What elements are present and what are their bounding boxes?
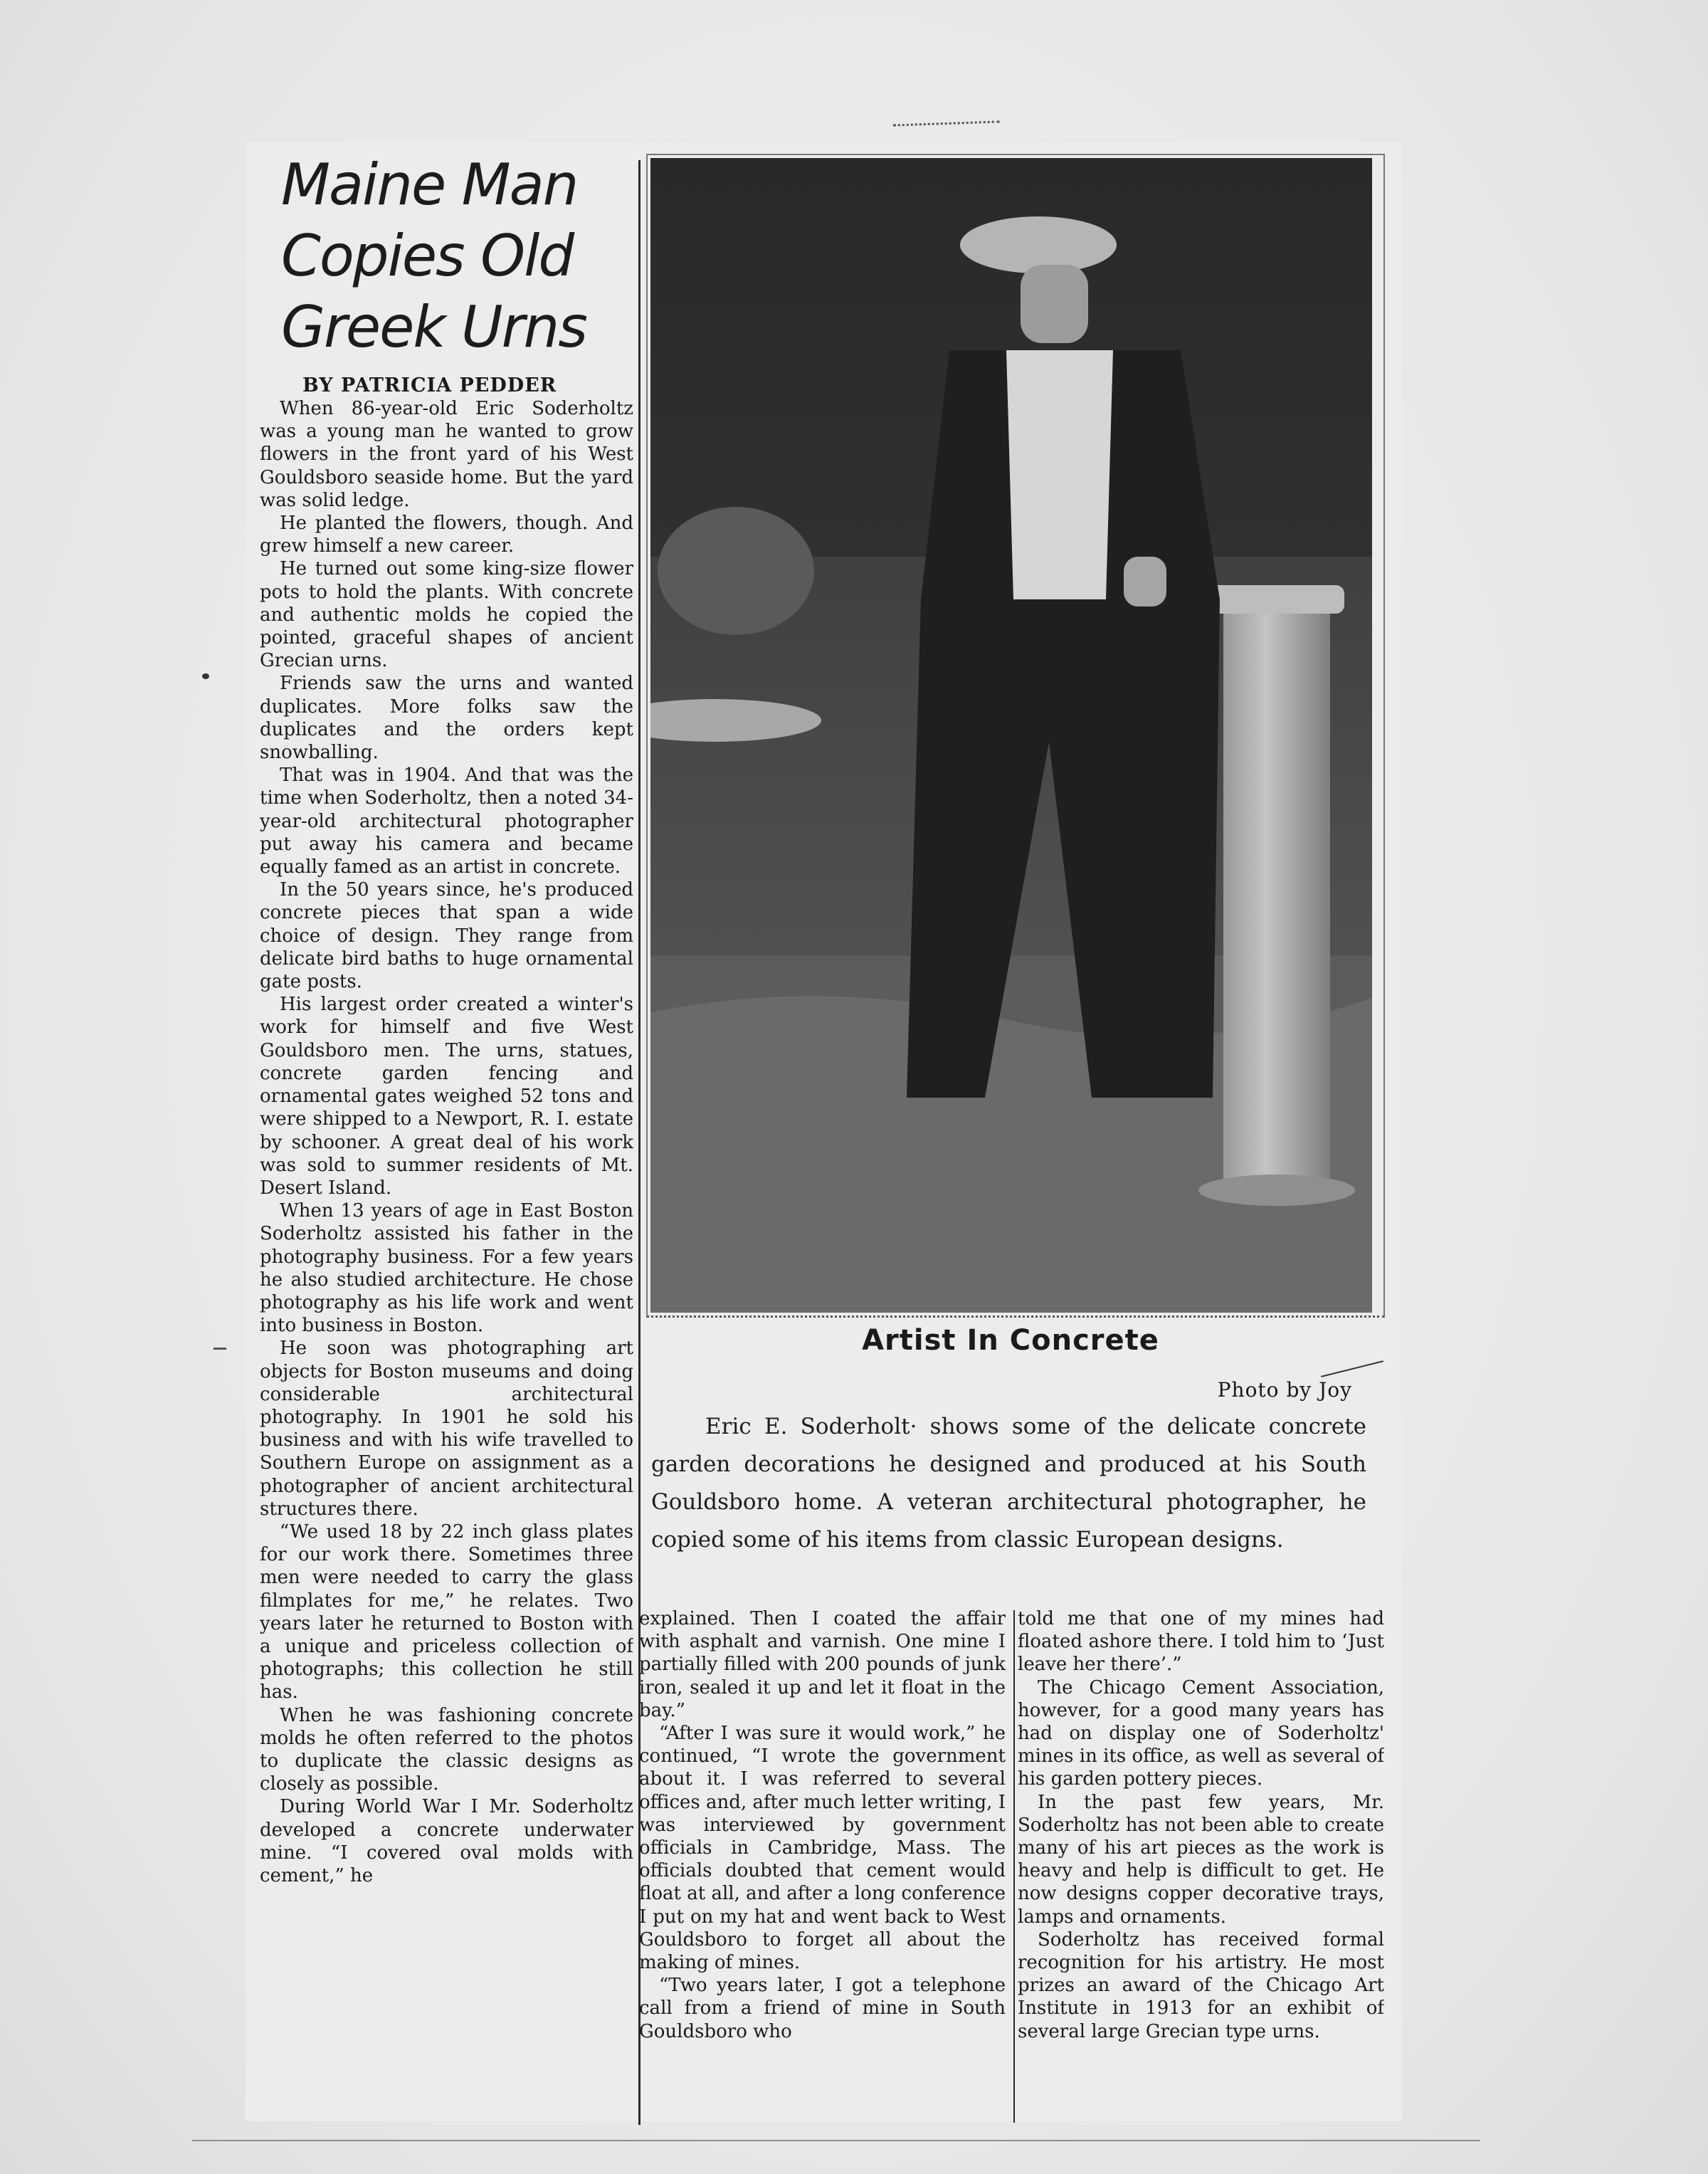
photo-artist-with-column xyxy=(650,158,1372,1313)
article-column-1 xyxy=(260,397,633,2127)
paragraph: When 86-year-old Eric Soderholtz was a young man he wanted to grow flowers in the front yard of his West Gouldsboro seaside home. But the yard was solid ledge. xyxy=(260,398,633,511)
paragraph: told me that one of my mines had floated ashore there. I told him to ‘Just leave her there’.” xyxy=(1018,1608,1384,1676)
paragraph: “After I was sure it would work,” he continued, “I wrote the government about it. I was referred to several offices and, after much letter writing, I was interviewed by government officials in Cambridge, Mass. The officials doubted that cement would float at all, and after a long conference I put on my hat and went back to West Gouldsboro to forget all about the making of mines. xyxy=(639,1723,1006,1974)
headline xyxy=(281,149,637,363)
photo-caption: Eric E. Soderholt· shows some of the delicate concrete garden decorations he designed and produced at his South Gouldsboro home. A veteran architectural photographer, he copied some of his items from classic European designs. xyxy=(651,1414,1366,1553)
byline: BY PATRICIA PEDDER xyxy=(302,374,557,397)
column-rule-2 xyxy=(1013,1610,1015,2123)
paragraph: He soon was photographing art objects for Boston museums and doing considerable architectural photography. In 1901 he sold his business and with his wife travelled to Southern Europe on assignment as a photographer of ancient architectural structures there. xyxy=(260,1338,633,1520)
paragraph: During World War I Mr. Soderholtz developed a concrete underwater mine. “I covered oval molds with cement,” he xyxy=(260,1796,633,1886)
paragraph: That was in 1904. And that was the time when Soderholtz, then a noted 34-year-old architectural photographer put away his camera and became equally famed as an artist in concrete. xyxy=(260,765,633,878)
paragraph: In the past few years, Mr. Soderholtz has not been able to create many of his art pieces as the work is heavy and help is difficult to get. He now designs copper decorative trays, lamps and ornaments. xyxy=(1018,1791,1384,1928)
headline-line-1: Maine Man xyxy=(281,152,578,218)
paragraph: “We used 18 by 22 inch glass plates for our work there. Sometimes three men were needed to carry the glass filmplates for me,” he relates. Two years later he returned to Boston with a unique and priceless collection of photographs; this collection he still has. xyxy=(260,1521,633,1703)
paragraph: He turned out some king-size flower pots to hold the plants. With concrete and authentic molds he copied the pointed, graceful shapes of ancient Grecian urns. xyxy=(260,558,633,672)
photo-caption-title: Artist In Concrete xyxy=(862,1324,1159,1357)
photo-illustration xyxy=(650,158,1372,1313)
paragraph: When 13 years of age in East Boston Soderholtz assisted his father in the photography business. For a few years he also studied architecture. He chose photography as his life work and went into business in Boston. xyxy=(260,1200,633,1337)
headline-line-3: Greek Urns xyxy=(281,294,586,360)
paragraph: In the 50 years since, he's produced concrete pieces that span a wide choice of design. They range from delicate bird baths to huge ornamental gate posts. xyxy=(260,879,633,993)
paragraph: When he was fashioning concrete molds he often referred to the photos to duplicate the classic designs as closely as possible. xyxy=(260,1704,633,1795)
paragraph: Soderholtz has received formal recognition for his artistry. He most prizes an award of the Chicago Art Institute in 1913 for an exhibit of several large Grecian type urns. xyxy=(1018,1928,1384,2042)
paragraph: He planted the flowers, though. And grew himself a new career. xyxy=(260,513,633,557)
photo-credit: Photo by Joy xyxy=(1217,1378,1352,1402)
scan-speck xyxy=(214,1348,226,1350)
article-column-2 xyxy=(639,1607,1006,2123)
paragraph: The Chicago Cement Association, however, for a good many years has had on display one of Soderholtz' mines in its office, as well as several of his garden pottery pieces. xyxy=(1018,1676,1384,1790)
headline-line-2: Copies Old xyxy=(281,223,574,289)
paragraph: explained. Then I coated the affair with asphalt and varnish. One mine I partially filled with 200 pounds of junk iron, sealed it up and let it float in the bay.” xyxy=(639,1608,1006,1721)
scan-speck xyxy=(202,673,209,679)
paragraph: “Two years later, I got a telephone call from a friend of mine in South Gouldsboro who xyxy=(639,1975,1006,2042)
paragraph: His largest order created a winter's work for himself and five West Gouldsboro men. The urns, statues, concrete garden fencing and ornamental gates weighed 52 tons and were shipped to a Newport, R. I. estate by schooner. A great deal of his work was sold to summer residents of Mt. Desert Island. xyxy=(260,994,633,1199)
paragraph: Friends saw the urns and wanted duplicates. More folks saw the duplicates and the orders kept snowballing. xyxy=(260,673,633,764)
scan-edge-line xyxy=(192,2140,1480,2141)
article-column-3 xyxy=(1018,1607,1384,2123)
